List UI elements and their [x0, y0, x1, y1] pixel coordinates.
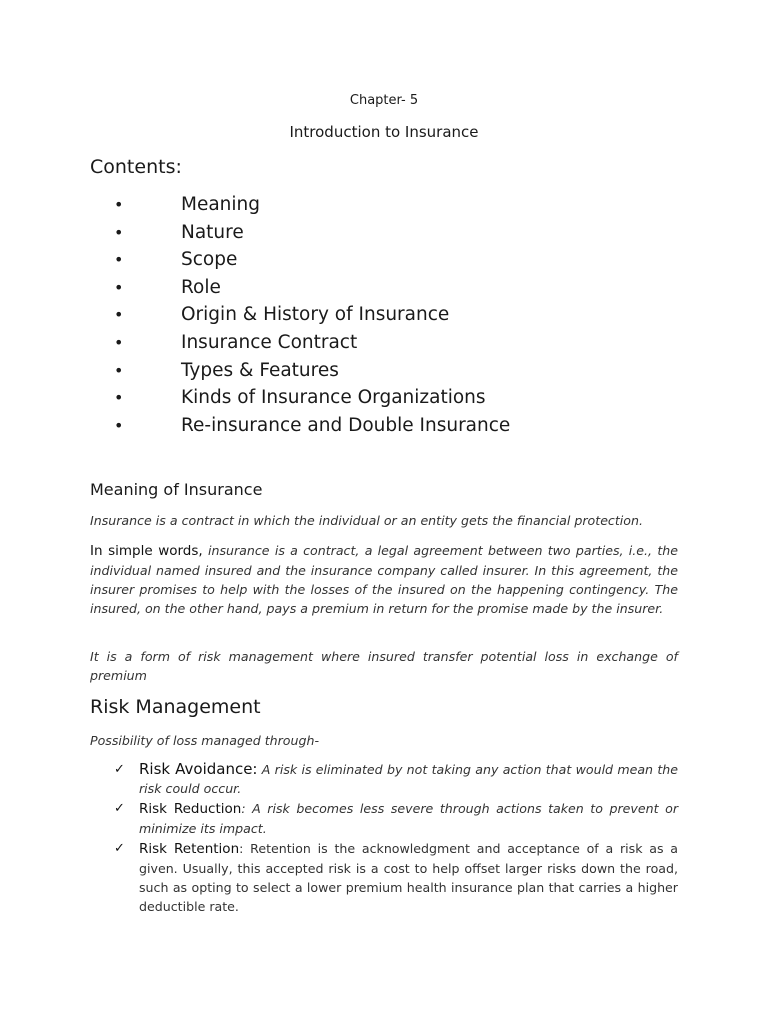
- bullet-icon: •: [114, 305, 124, 325]
- risk-item-text: : A risk becomes less severe through actions taken to prevent or minimize its impact.: [139, 801, 678, 836]
- bullet-icon: •: [114, 277, 124, 297]
- bullet-icon: •: [114, 388, 124, 408]
- contents-item: • Insurance Contract: [90, 329, 510, 357]
- risk-item-label: Risk Avoidance:: [139, 760, 258, 778]
- checkmark-icon: ✓: [114, 841, 125, 856]
- bullet-icon: •: [114, 415, 124, 435]
- simple-words-text: insurance is a contract, a legal agreement between two parties, i.e., the individual named insured and the insurance company called insurer. In this agreement, the insurer promises to help with the losses of the insured on the happening contingency. The insured, on the other hand, pays a premium in return for the promise made by the insurer.: [90, 543, 678, 616]
- risk-list: [114, 760, 678, 917]
- meaning-risk-note: It is a form of risk management where insured transfer potential loss in exchange of premium: [90, 649, 678, 683]
- bullet-icon: •: [114, 332, 124, 352]
- bullet-icon: •: [114, 250, 124, 270]
- bullet-icon: •: [114, 195, 124, 214]
- contents-list: [90, 191, 510, 439]
- meaning-definition: Insurance is a contract in which the individual or an entity gets the financial protection.: [90, 513, 643, 528]
- contents-item: • Types & Features: [90, 357, 510, 385]
- meaning-heading: Meaning of Insurance: [90, 480, 263, 499]
- risk-item: [114, 799, 678, 838]
- contents-item: • Meaning: [90, 191, 510, 219]
- risk-item-text: A risk is eliminated by not taking any action that would mean the risk could occur.: [139, 762, 678, 796]
- contents-item: • Kinds of Insurance Organizations: [90, 384, 510, 412]
- risk-item-label: Risk Reduction: [139, 801, 242, 817]
- contents-item: • Re-insurance and Double Insurance: [90, 412, 510, 440]
- contents-item: • Scope: [90, 246, 510, 274]
- contents-item: • Role: [90, 274, 510, 302]
- contents-item: • Origin & History of Insurance: [90, 301, 510, 329]
- chapter-number: Chapter- 5: [349, 93, 419, 108]
- checkmark-icon: ✓: [114, 801, 125, 816]
- bullet-icon: •: [114, 222, 124, 242]
- simple-words-label: In simple words,: [90, 543, 203, 559]
- risk-item-text: : Retention is the acknowledgment and acceptance of a risk as a given. Usually, this accepted risk is a cost to help offset larger risks down the road, such as opting to select a lower premium health insurance plan that carries a higher deductible rate.: [139, 841, 679, 914]
- risk-item-label: Risk Retention: [139, 841, 240, 857]
- risk-intro: Possibility of loss managed through-: [90, 733, 320, 748]
- meaning-simple-words: [90, 541, 678, 618]
- checkmark-icon: ✓: [114, 762, 125, 777]
- chapter-title: Introduction to Insurance: [289, 123, 479, 141]
- risk-item: [114, 760, 678, 798]
- risk-management-heading: Risk Management: [90, 696, 261, 718]
- bullet-icon: •: [114, 360, 124, 380]
- contents-heading: Contents:: [90, 156, 182, 178]
- risk-item: [114, 839, 678, 916]
- contents-item: • Nature: [90, 219, 510, 247]
